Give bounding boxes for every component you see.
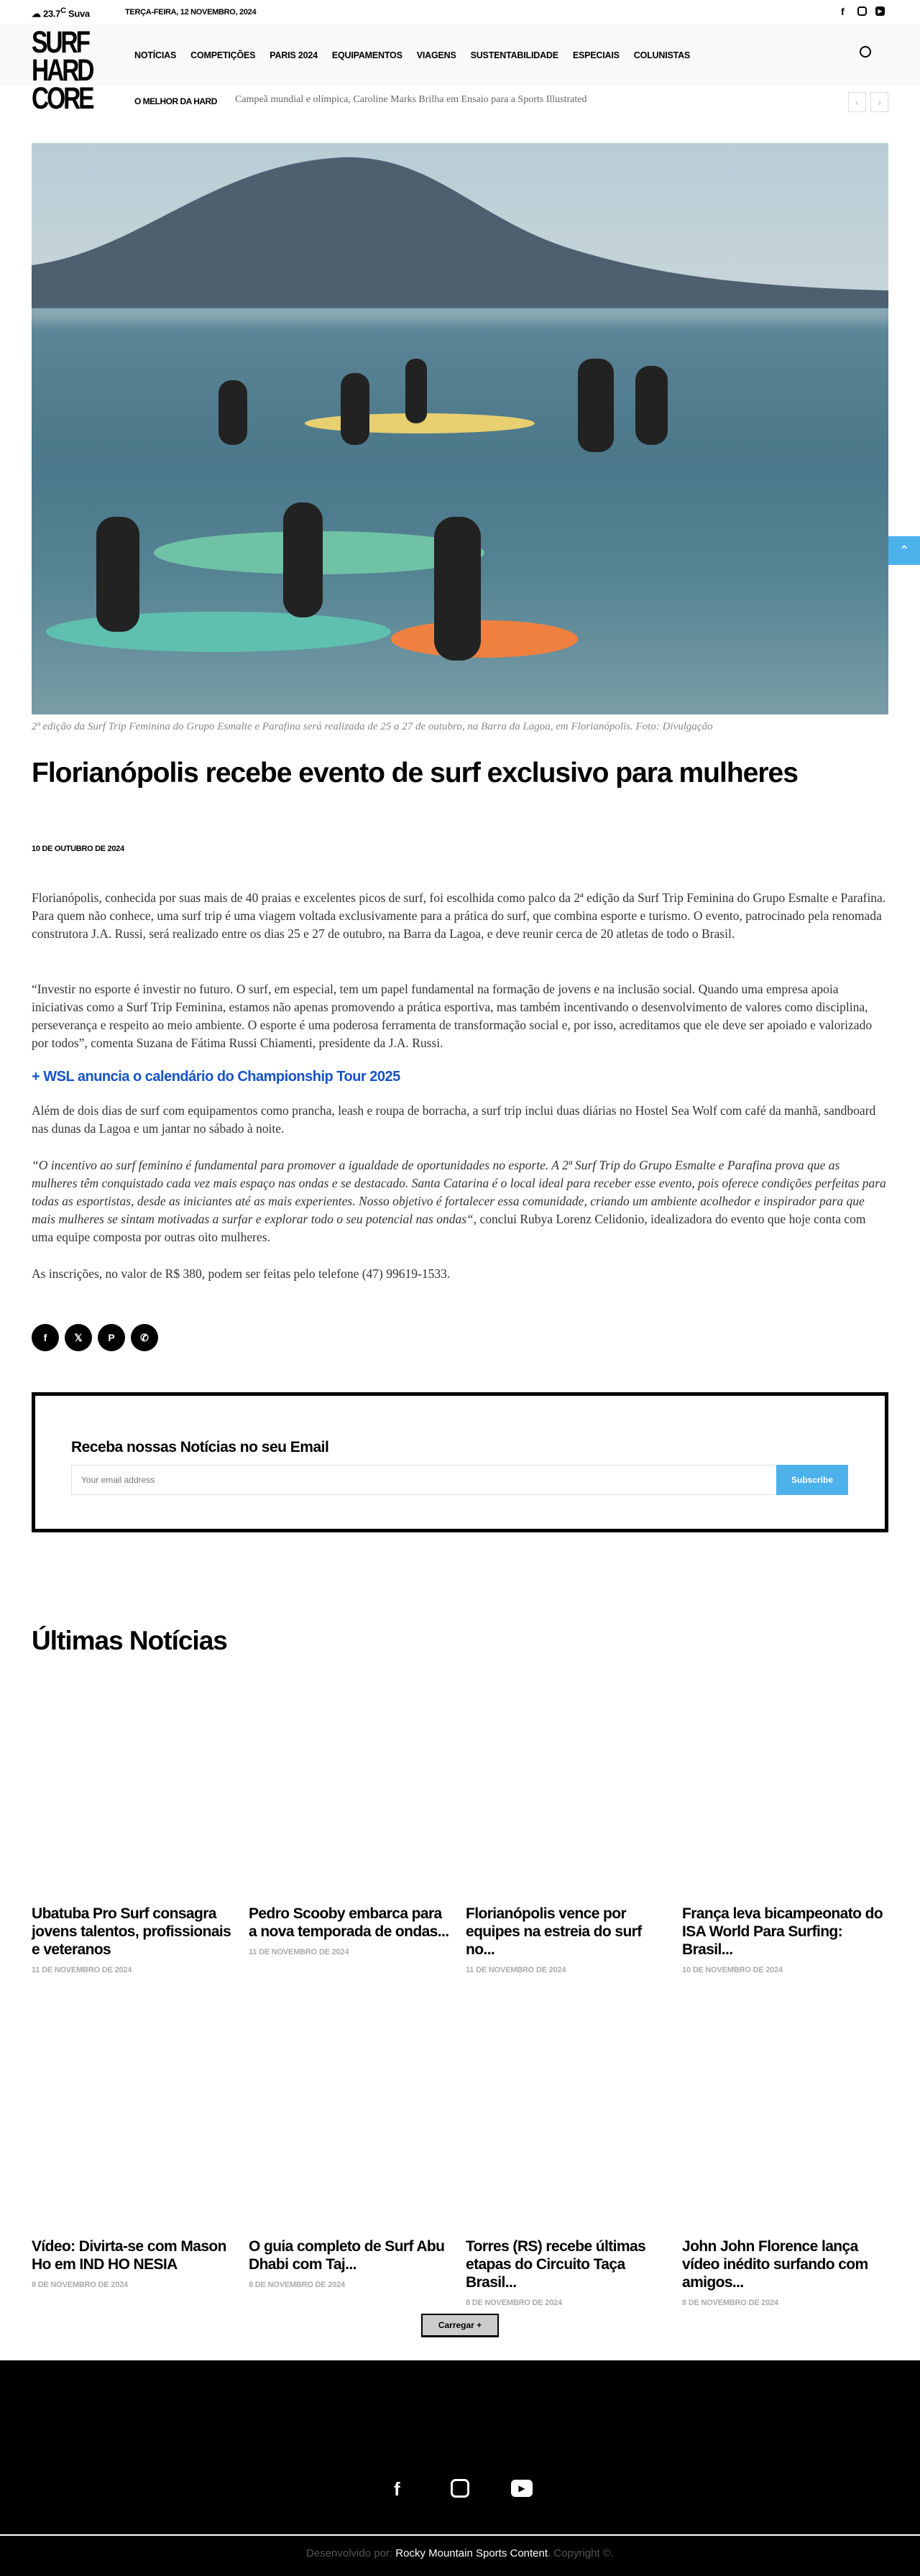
share-x-button[interactable]: 𝕏 (65, 1324, 92, 1351)
temp-unit: C (60, 6, 66, 15)
instagram-icon[interactable] (857, 6, 867, 16)
weather-icon: ☁ (32, 8, 41, 19)
footer-instagram-icon[interactable] (451, 2479, 469, 2498)
news-card[interactable] (466, 2065, 667, 2307)
card-title[interactable]: Torres (RS) recebe últimas etapas do Circuito Taça Brasil... (466, 2238, 646, 2291)
card-date: 10 DE NOVEMBRO DE 2024 (682, 1966, 783, 1974)
card-image[interactable] (466, 1732, 667, 1905)
news-card[interactable] (682, 1732, 883, 1974)
temperature: 23.7 (43, 8, 61, 19)
footer-facebook-icon[interactable]: f (394, 2478, 400, 2500)
logo-line: SURF (32, 25, 88, 60)
nav-item-sustentabilidade[interactable]: SUSTENTABILIDADE (470, 50, 558, 60)
card-title[interactable]: O guia completo de Surf Abu Dhabi com Taj... (249, 2238, 445, 2273)
card-image[interactable] (32, 2065, 233, 2237)
card-date: 8 DE NOVEMBRO DE 2024 (682, 2299, 778, 2307)
email-input[interactable] (71, 1465, 777, 1495)
card-date: 8 DE NOVEMBRO DE 2024 (32, 2281, 128, 2289)
card-date: 11 DE NOVEMBRO DE 2024 (249, 1948, 349, 1956)
developer-link[interactable]: Rocky Mountain Sports Content (395, 2547, 548, 2559)
news-card[interactable] (32, 1732, 233, 1974)
card-title[interactable]: Pedro Scooby embarca para a nova temporada de ondas... (249, 1905, 449, 1940)
card-title[interactable]: França leva bicampeonato do ISA World Para Surfing: Brasil... (682, 1905, 883, 1958)
hero-photo (32, 143, 888, 714)
article-paragraph (32, 1156, 888, 1246)
city: Suva (68, 8, 90, 19)
article-date: 10 DE OUTUBRO DE 2024 (32, 845, 124, 853)
logo-line: HARD (32, 53, 93, 88)
current-date: TERÇA-FEIRA, 12 NOVEMBRO, 2024 (125, 8, 257, 17)
nav-item-competicoes[interactable]: COMPETIÇÕES (190, 50, 256, 60)
nav-item-equipamentos[interactable]: EQUIPAMENTOS (331, 50, 402, 60)
article-paragraph: Além de dois dias de surf com equipamentos como prancha, leash e roupa de borracha, a surf trip inclui duas diárias no Hostel Sea Wolf com café da manhã, sandboard nas dunas da Lagoa e um jantar no sábado à noite. (32, 1103, 876, 1136)
article-paragraph: “Investir no esporte é investir no futuro. O surf, em especial, tem um papel fundamental na formação de jovens e na inclusão social. Quando uma empresa apoia iniciativas como a Surf Trip Feminina, estamos não apenas promovendo a prática esportiva, mas também incentivando o desenvolvimento de valores como disciplina, perseverança e respeito ao meio ambiente. O esporte é uma poderosa ferramenta de transformação social e, por isso, acreditamos que ele deve ser apoiado e valorizado por todos”, comenta Suzana de Fátima Russi Chiamenti, presidente da J.A. Russi. (32, 982, 873, 1050)
card-title[interactable]: John John Florence lança vídeo inédito surfando com amigos... (682, 2238, 868, 2291)
hero-image (32, 143, 888, 714)
footer (0, 2360, 920, 2576)
nav-item-especiais[interactable]: ESPECIAIS (572, 50, 620, 60)
card-image[interactable] (466, 2065, 667, 2237)
weather (32, 6, 90, 19)
footer-divider (0, 2534, 920, 2536)
news-card[interactable] (249, 1732, 450, 1956)
news-card[interactable] (466, 1732, 667, 1974)
card-title[interactable]: Ubatuba Pro Surf consagra jovens talentos, profissionais e veteranos (32, 1905, 231, 1958)
copyright-prefix: Desenvolvido por: (306, 2547, 393, 2559)
quote-attribution: , conclui Rubya Lorenz Celidonio, idealizadora do evento que hoje conta com uma equipe composta por outras oito mulheres. (32, 1212, 866, 1244)
footer-youtube-icon[interactable]: ▶ (511, 2480, 533, 2497)
latest-news-heading: Últimas Notícias (32, 1626, 227, 1655)
quote: “O incentivo ao surf feminino é fundamental para promover a igualdade de oportunidades no esporte. A 2ª Surf Trip do Grupo Esmalte e Parafina prova que as mulheres têm conquistado cada vez mais espaço nas ondas e se destacado. Santa Catarina é o local ideal para receber esse evento, pois oferece condições perfeitas para todas as esportistas, desde as iniciantes até as mais experientes. Nosso objetivo é fortalecer essa comunidade, criando um ambiente acolhedor e inspirador para que mais mulheres se sintam motivadas a surfar e explorar todo o seu potencial nas ondas“ (32, 1158, 886, 1226)
news-card[interactable] (682, 2065, 883, 2307)
search-icon[interactable] (860, 46, 871, 58)
share-facebook-button[interactable]: f (32, 1324, 59, 1351)
article-paragraph: As inscrições, no valor de R$ 380, podem ser feitas pelo telefone (47) 99619-1533. (32, 1266, 451, 1281)
main-nav (0, 24, 920, 86)
related-article-link[interactable]: + WSL anuncia o calendário do Championship Tour 2025 (32, 1069, 400, 1085)
facebook-icon[interactable]: f (841, 6, 845, 17)
article-title: Florianópolis recebe evento de surf exclusivo para mulheres (32, 758, 798, 788)
card-title[interactable]: Vídeo: Divirta-se com Mason Ho em IND HO NESIA (32, 2238, 226, 2273)
image-caption: 2ª edição da Surf Trip Feminina do Grupo Esmalte e Parafina será realizada de 25 a 27 de outubro, na Barra da Lagoa, em Florianópolis. Foto: Divulgação (32, 721, 713, 732)
subscribe-button[interactable]: Subscribe (776, 1465, 848, 1495)
scroll-to-top-button[interactable]: ⌃ (888, 536, 920, 565)
card-image[interactable] (32, 1732, 233, 1905)
card-date: 8 DE NOVEMBRO DE 2024 (249, 2281, 345, 2289)
nav-item-colunistas[interactable]: COLUNISTAS (633, 50, 691, 60)
card-date: 11 DE NOVEMBRO DE 2024 (466, 1966, 566, 1974)
nav-menu (134, 50, 690, 60)
top-bar (0, 0, 920, 24)
card-image[interactable] (249, 1732, 450, 1905)
copyright (0, 2547, 920, 2559)
ticker-headline[interactable]: Campeã mundial e olímpica, Caroline Marks Brilha em Ensaio para a Sports Illustrated (235, 94, 587, 105)
card-date: 8 DE NOVEMBRO DE 2024 (466, 2299, 562, 2307)
load-more-button[interactable]: Carregar + (421, 2314, 499, 2337)
site-logo[interactable] (32, 25, 98, 116)
ticker-label: O MELHOR DA HARD (134, 96, 217, 106)
news-card[interactable] (32, 2065, 233, 2289)
card-date: 11 DE NOVEMBRO DE 2024 (32, 1966, 132, 1974)
card-title[interactable]: Florianópolis vence por equipes na estreia do surf no... (466, 1905, 642, 1958)
news-card[interactable] (249, 2065, 450, 2289)
logo-line: CORE (32, 81, 93, 116)
share-whatsapp-button[interactable]: ✆ (131, 1324, 158, 1351)
card-image[interactable] (682, 2065, 883, 2237)
copyright-suffix: . Copyright ©. (548, 2547, 614, 2559)
newsletter-title: Receba nossas Notícias no seu Email (71, 1439, 329, 1455)
nav-item-paris-2024[interactable]: PARIS 2024 (270, 50, 318, 60)
ticker-prev-button[interactable]: ‹ (848, 92, 866, 112)
youtube-icon[interactable]: ▶ (875, 6, 885, 16)
newsletter-box (32, 1392, 888, 1532)
share-pinterest-button[interactable]: P (98, 1324, 125, 1351)
nav-item-viagens[interactable]: VIAGENS (416, 50, 456, 60)
ticker-next-button[interactable]: › (870, 92, 888, 112)
card-image[interactable] (249, 2065, 450, 2237)
card-image[interactable] (682, 1732, 883, 1905)
nav-item-noticias[interactable]: NOTÍCIAS (134, 50, 177, 60)
article-paragraph: Florianópolis, conhecida por suas mais de 40 praias e excelentes picos de surf, foi escolhida como palco da 2ª edição da Surf Trip Feminina do Grupo Esmalte e Parafina. Para quem não conhece, uma surf trip é uma viagem voltada exclusivamente para a prática do surf, que combina esporte e turismo. O evento, patrocinado pela renomada construtora J.A. Russi, será realizado entre os dias 25 e 27 de outubro, na Barra da Lagoa, e deve reunir cerca de 20 atletas de todo o Brasil. (32, 891, 886, 941)
